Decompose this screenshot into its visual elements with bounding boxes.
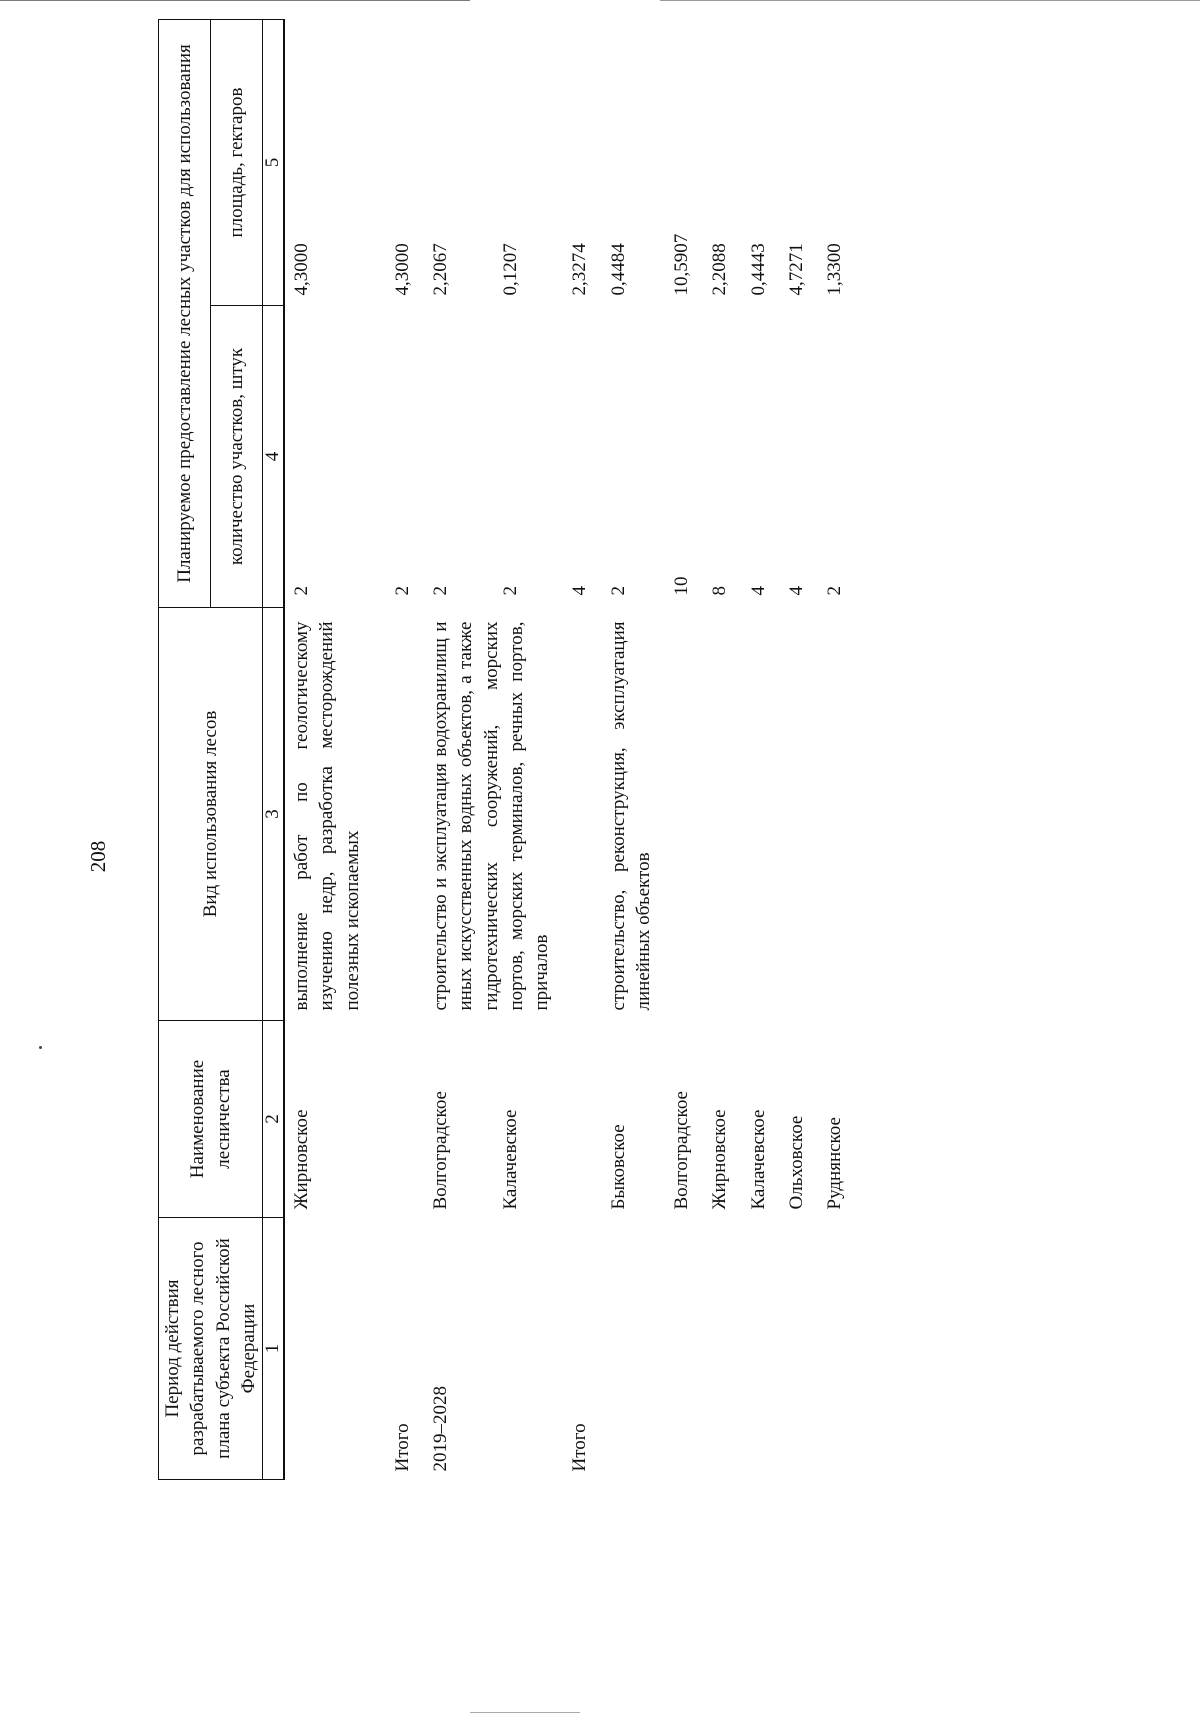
table-row	[593, 20, 657, 1480]
table-row	[415, 20, 485, 1480]
cell-plot-count: 10	[671, 576, 693, 596]
cell-plot-count: 2	[430, 586, 452, 596]
cell-forestry: Быковское	[607, 1124, 629, 1210]
header-period: Период действия разрабатываемого лесного плана субъекта Российской Федерации	[159, 1218, 263, 1480]
column-number: 4	[263, 306, 284, 608]
column-number: 2	[263, 1021, 284, 1218]
forest-plan-table	[158, 19, 848, 1480]
cell-period	[284, 1218, 365, 1480]
cell-period	[694, 1218, 732, 1480]
header-plot-count: количество участков, штук	[211, 306, 263, 608]
table-row	[733, 20, 771, 1480]
cell-plot-count: 4	[785, 586, 807, 596]
cell-plot-count: 2	[824, 586, 846, 596]
cell-plot-count: 4	[569, 586, 591, 596]
cell-forest-use-kind	[365, 608, 415, 1021]
column-number: 5	[263, 20, 284, 306]
cell-period: Итого	[391, 1423, 413, 1472]
cell-area: 2,3274	[569, 243, 591, 296]
table-row	[694, 20, 732, 1480]
cell-area: 0,4443	[747, 243, 769, 296]
cell-forest-use-kind: строительство, реконструкция, эксплуатация линейных объектов	[607, 621, 654, 1011]
cell-area: 0,4484	[607, 243, 629, 296]
cell-area: 2,2088	[709, 243, 731, 296]
cell-period	[593, 1218, 657, 1480]
cell-period: 2019–2028	[430, 1386, 452, 1472]
table-row-total	[365, 20, 415, 1480]
cell-forestry	[554, 1021, 592, 1218]
cell-plot-count: 4	[747, 586, 769, 596]
header-forestry: Наименование лесничества	[159, 1021, 263, 1218]
header-area-hectares: площадь, гектаров	[211, 20, 263, 306]
cell-forest-use-kind	[809, 608, 847, 1021]
table-body	[284, 20, 848, 1480]
cell-forest-use-kind	[771, 608, 809, 1021]
cell-period	[771, 1218, 809, 1480]
cell-period	[733, 1218, 771, 1480]
cell-area: 1,3300	[824, 243, 846, 296]
table-row	[656, 20, 694, 1480]
page-number: 208	[86, 840, 110, 873]
column-number: 3	[263, 608, 284, 1021]
cell-period	[809, 1218, 847, 1480]
cell-area: 4,3000	[291, 243, 312, 296]
cell-forestry	[365, 1021, 415, 1218]
cell-plot-count: 2	[499, 586, 521, 596]
cell-area: 10,5907	[671, 233, 693, 296]
cell-forestry: Руднянское	[824, 1117, 846, 1210]
cell-plot-count: 8	[709, 586, 731, 596]
cell-plot-count: 2	[607, 586, 629, 596]
cell-forestry: Калачевское	[747, 1109, 769, 1210]
table-row	[284, 20, 365, 1480]
cell-period	[485, 1218, 555, 1480]
cell-forest-use-kind	[554, 608, 592, 1021]
cell-forest-use-kind: выполнение работ по геологическому изучению недр, разработка месторождений полезных ископаемых	[291, 621, 363, 1011]
cell-forestry: Жирновское	[291, 1109, 312, 1210]
forest-plan-table-wrapper	[158, 20, 848, 1480]
cell-area: 4,7271	[785, 243, 807, 296]
header-forest-use-kind: Вид использования лесов	[159, 608, 263, 1021]
table-row	[771, 20, 809, 1480]
cell-area: 0,1207	[499, 243, 521, 296]
cell-forest-use-kind	[656, 608, 694, 1021]
cell-plot-count: 2	[391, 586, 413, 596]
cell-period: Итого	[569, 1423, 591, 1472]
column-number: 1	[263, 1218, 284, 1480]
cell-plot-count: 2	[291, 586, 312, 596]
cell-forestry: Ольховское	[785, 1115, 807, 1210]
header-planned-provision: Планируемое предоставление лесных участков для использования	[159, 20, 211, 608]
cell-period	[656, 1218, 694, 1480]
table-row	[809, 20, 847, 1480]
cell-forest-use-kind	[733, 608, 771, 1021]
cell-forestry: Волгоградское	[671, 1091, 693, 1210]
cell-forestry: Волгоградское	[430, 1091, 452, 1210]
cell-forestry: Калачевское	[499, 1109, 521, 1210]
cell-area: 4,3000	[391, 243, 413, 296]
table-header	[159, 20, 285, 1480]
cell-forestry: Жирновское	[709, 1109, 731, 1210]
cell-area: 2,2067	[430, 243, 452, 296]
table-row-total	[554, 20, 592, 1480]
cell-forest-use-kind: строительство и эксплуатация водохранилищ и иных искусственных водных объектов, а также гидротехнических сооружений, морских портов, морских терминалов, речных портов, причалов	[430, 621, 553, 1011]
cell-forest-use-kind	[694, 608, 732, 1021]
